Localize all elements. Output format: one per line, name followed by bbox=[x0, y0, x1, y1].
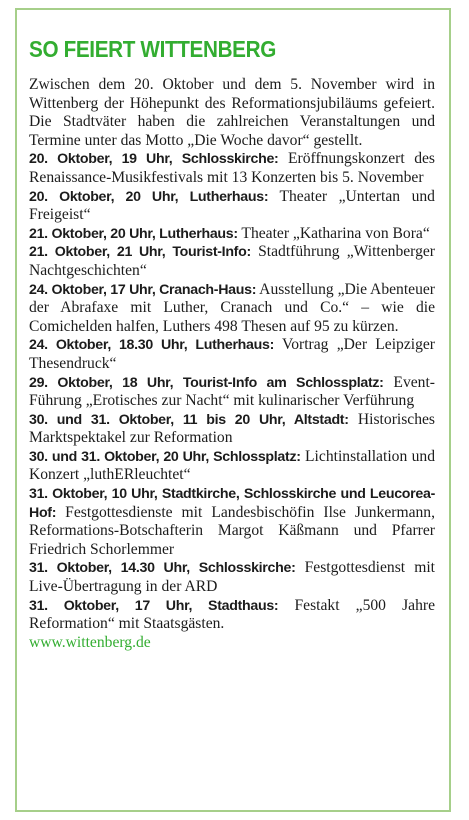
event-item bbox=[29, 281, 435, 337]
event-item bbox=[29, 559, 435, 596]
event-description: Event-Führung „Erotisches zur Nacht“ mit kulinarischer Verführung bbox=[29, 373, 435, 410]
event-item bbox=[29, 597, 435, 634]
website-link[interactable]: www.wittenberg.de bbox=[29, 633, 151, 651]
event-date: 20. Oktober, 19 Uhr, Schlosskirche: bbox=[29, 151, 279, 168]
event-description: Festgottesdienst mit Live-Übertragung in der ARD bbox=[29, 559, 435, 596]
event-date: 30. und 31. Oktober, 11 bis 20 Uhr, Altstadt: bbox=[29, 411, 349, 428]
event-item bbox=[29, 336, 435, 373]
event-date: 21. Oktober, 21 Uhr, Tourist-Info: bbox=[29, 244, 251, 261]
article-title: SO FEIERT WITTENBERG bbox=[29, 36, 276, 62]
event-item bbox=[29, 411, 435, 448]
event-description: Theater „Untertan und Freigeist“ bbox=[29, 187, 435, 224]
event-date: 31. Oktober, 10 Uhr, Stadtkirche, Schlosskirche und Leucorea-Hof: bbox=[29, 486, 435, 521]
event-description: Ausstellung „Die Abenteuer der Abrafaxe mit Luther, Cranach und Co.“ – wie die Comichelden halfen, Luthers 498 Thesen auf 95 zu kürzen. bbox=[29, 280, 435, 335]
article-body bbox=[29, 76, 435, 652]
event-date: 30. und 31. Oktober, 20 Uhr, Schlossplatz: bbox=[29, 448, 301, 465]
event-description: Stadtführung „Wittenberger Nachtgeschichten“ bbox=[29, 243, 436, 279]
event-date: 31. Oktober, 17 Uhr, Stadthaus: bbox=[29, 597, 279, 614]
event-description: Festgottesdienste mit Landesbischöfin Ilse Junkermann, Reformations-Botschafterin Margot Käßmann und Pfarrer Friedrich Schorlemmer bbox=[29, 503, 435, 558]
event-date: 20. Oktober, 20 Uhr, Lutherhaus: bbox=[29, 188, 269, 205]
event-date: 24. Oktober, 18.30 Uhr, Lutherhaus: bbox=[29, 337, 275, 354]
event-description: Eröffnungskonzert des Renaissance-Musikfestivals mit 13 Konzerten bis 5. November bbox=[29, 150, 435, 186]
event-item bbox=[29, 485, 435, 559]
event-description: Lichtinstallation und Konzert „luthERleuchtet“ bbox=[29, 447, 435, 484]
event-item bbox=[29, 150, 435, 187]
intro-paragraph: Zwischen dem 20. Oktober und dem 5. November wird in Wittenberg der Höhepunkt des Reformationsjubiläums gefeiert. Die Stadtväter haben die zahlreichen Veranstaltungen und Termine unter das Motto „Die Woche davor“ gestellt. bbox=[29, 76, 435, 149]
event-date: 29. Oktober, 18 Uhr, Tourist-Info am Schlossplatz: bbox=[29, 374, 384, 391]
event-item bbox=[29, 374, 435, 411]
event-description: Festakt „500 Jahre Reformation“ mit Staatsgästen. bbox=[29, 596, 436, 633]
event-item bbox=[29, 448, 435, 485]
event-date: 24. Oktober, 17 Uhr, Cranach-Haus: bbox=[29, 281, 257, 298]
article-box bbox=[15, 8, 451, 812]
event-date: 31. Oktober, 14.30 Uhr, Schlosskirche: bbox=[29, 560, 296, 577]
event-item bbox=[29, 225, 435, 244]
event-date: 21. Oktober, 20 Uhr, Lutherhaus: bbox=[29, 225, 238, 242]
event-description: Theater „Katharina von Bora“ bbox=[237, 224, 430, 242]
event-item bbox=[29, 188, 435, 225]
event-item bbox=[29, 243, 435, 280]
event-description: Vortrag „Der Leipziger Thesendruck“ bbox=[29, 336, 435, 372]
event-description: Historisches Marktspektakel zur Reformation bbox=[29, 410, 435, 447]
